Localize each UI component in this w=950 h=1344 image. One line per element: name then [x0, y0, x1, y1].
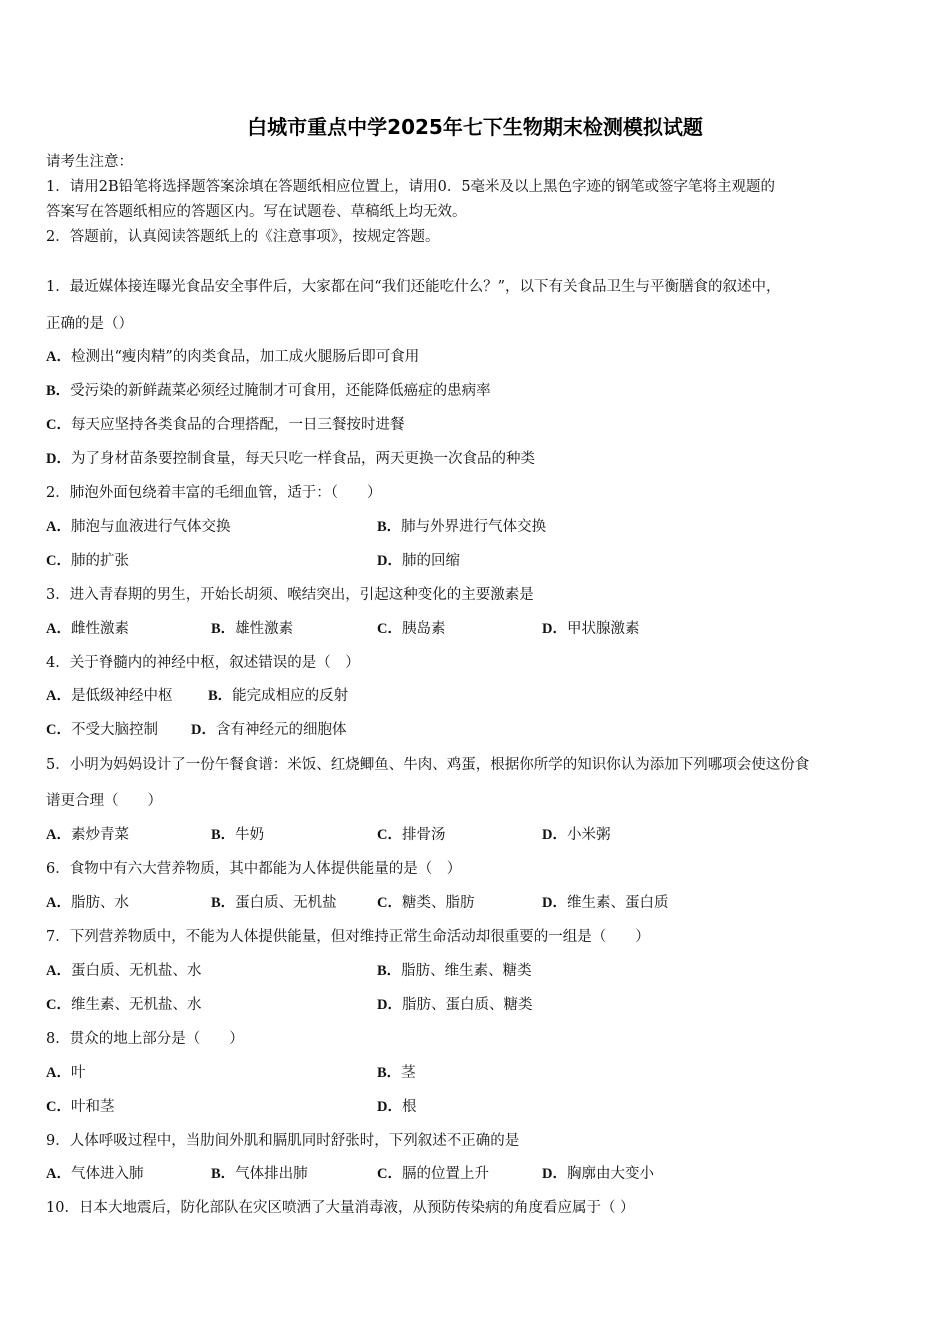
question-8-option-d[interactable]: D．根 [377, 1099, 417, 1115]
question-5-option-a[interactable]: A．素炒青菜 [46, 827, 129, 843]
question-9-option-b[interactable]: B．气体排出肺 [211, 1166, 308, 1182]
notice-item-2: 2．答题前，认真阅读答题纸上的《注意事项》，按规定答题。 [46, 229, 440, 245]
question-6-option-d[interactable]: D．维生素、蛋白质 [542, 895, 669, 911]
question-3-option-c[interactable]: C．胰岛素 [377, 621, 446, 637]
question-9-option-a[interactable]: A．气体进入肺 [46, 1166, 144, 1182]
question-3-stem: 3．进入青春期的男生，开始长胡须、喉结突出，引起这种变化的主要激素是 [46, 587, 534, 603]
question-7-option-b[interactable]: B．脂肪、维生素、糖类 [377, 963, 532, 979]
question-3-option-b[interactable]: B．雄性激素 [211, 621, 294, 637]
notice-item-1-cont: 答案写在答题纸相应的答题区内。写在试题卷、草稿纸上均无效。 [46, 204, 467, 220]
question-2-option-b[interactable]: B．肺与外界进行气体交换 [377, 519, 547, 535]
question-6-stem: 6．食物中有六大营养物质，其中都能为人体提供能量的是（ ） [46, 861, 462, 877]
question-8-stem: 8．贯众的地上部分是（ ） [46, 1031, 244, 1047]
question-6-option-b[interactable]: B．蛋白质、无机盐 [211, 895, 337, 911]
question-7-stem: 7．下列营养物质中，不能为人体提供能量，但对维持正常生命活动却很重要的一组是（ ） [46, 929, 650, 945]
question-5-option-b[interactable]: B．牛奶 [211, 827, 265, 843]
notice-heading: 请考生注意： [46, 154, 133, 170]
question-4-option-a[interactable]: A．是低级神经中枢 [46, 688, 173, 704]
question-5-stem-cont: 谱更合理（ ） [46, 793, 162, 809]
question-4-option-b[interactable]: B．能完成相应的反射 [208, 688, 349, 704]
question-5-stem: 5．小明为妈妈设计了一份午餐食谱：米饭、红烧鲫鱼、牛肉、鸡蛋，根据你所学的知识你认为添加下列哪项会使这份食 [46, 757, 810, 773]
question-4-stem: 4．关于脊髓内的神经中枢，叙述错误的是（ ） [46, 655, 360, 671]
question-10-stem: 10．日本大地震后，防化部队在灾区喷洒了大量消毒液，从预防传染病的角度看应属于（ ） [46, 1200, 635, 1216]
question-5-option-d[interactable]: D．小米粥 [542, 827, 611, 843]
question-8-option-c[interactable]: C．叶和茎 [46, 1099, 115, 1115]
question-1-option-a[interactable]: A．检测出“瘦肉精”的肉类食品，加工成火腿肠后即可食用 [46, 349, 420, 365]
question-9-option-d[interactable]: D．胸廓由大变小 [542, 1166, 654, 1182]
question-2-stem: 2．肺泡外面包绕着丰富的毛细血管，适于：（ ） [46, 485, 382, 501]
question-1-option-c[interactable]: C．每天应坚持各类食品的合理搭配，一日三餐按时进餐 [46, 417, 405, 433]
question-1-stem-cont: 正确的是（） [46, 316, 133, 332]
question-6-option-c[interactable]: C．糖类、脂肪 [377, 895, 475, 911]
question-9-stem: 9．人体呼吸过程中，当肋间外肌和膈肌同时舒张时，下列叙述不正确的是 [46, 1133, 520, 1149]
question-7-option-a[interactable]: A．蛋白质、无机盐、水 [46, 963, 202, 979]
question-1-stem: 1．最近媒体接连曝光食品安全事件后，大家都在问“我们还能吃什么？”，以下有关食品卫生与平衡膳食的叙述中， [46, 279, 781, 295]
question-3-option-a[interactable]: A．雌性激素 [46, 621, 129, 637]
question-9-option-c[interactable]: C．膈的位置上升 [377, 1166, 489, 1182]
notice-item-1: 1．请用2B铅笔将选择题答案涂填在答题纸相应位置上，请用0．5毫米及以上黑色字迹的钢笔或签字笔将主观题的 [46, 179, 776, 195]
question-7-option-d[interactable]: D．脂肪、蛋白质、糖类 [377, 997, 533, 1013]
question-4-option-c[interactable]: C．不受大脑控制 [46, 722, 158, 738]
question-2-option-a[interactable]: A．肺泡与血液进行气体交换 [46, 519, 231, 535]
question-1-option-b[interactable]: B．受污染的新鲜蔬菜必须经过腌制才可食用，还能降低癌症的患病率 [46, 383, 491, 399]
question-3-option-d[interactable]: D．甲状腺激素 [542, 621, 640, 637]
question-2-option-d[interactable]: D．肺的回缩 [377, 553, 460, 569]
question-8-option-a[interactable]: A．叶 [46, 1065, 86, 1081]
question-5-option-c[interactable]: C．排骨汤 [377, 827, 446, 843]
question-1-option-d[interactable]: D．为了身材苗条要控制食量，每天只吃一样食品，两天更换一次食品的种类 [46, 451, 535, 467]
question-2-option-c[interactable]: C．肺的扩张 [46, 553, 129, 569]
question-4-option-d[interactable]: D．含有神经元的细胞体 [191, 722, 347, 738]
question-8-option-b[interactable]: B．茎 [377, 1065, 416, 1081]
question-6-option-a[interactable]: A．脂肪、水 [46, 895, 129, 911]
page-title: 白城市重点中学2025年七下生物期末检测模拟试题 [247, 115, 703, 139]
question-7-option-c[interactable]: C．维生素、无机盐、水 [46, 997, 202, 1013]
